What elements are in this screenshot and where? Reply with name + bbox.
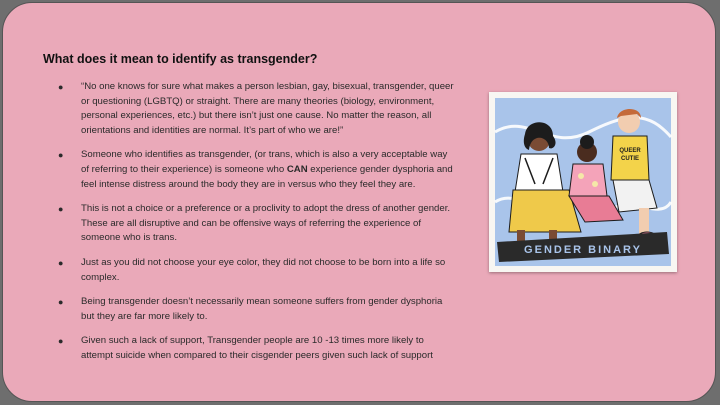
bullet-item <box>55 80 455 138</box>
bullet-list <box>55 80 455 374</box>
bullet-text: “No one knows for sure what makes a person lesbian, gay, bisexual, transgender, queer or questioning (LGBTQ) or straight. There are many theories (biology, environment, personal experiences, etc.) but there isn’t just one cause. No matter the reason, all orientations and identities are normal. It’s part of who we are!” <box>81 81 454 136</box>
bullet-dot-icon: ● <box>58 82 64 92</box>
bullet-item <box>55 202 455 246</box>
bullet-dot-icon: ● <box>58 204 64 215</box>
bullet-dot-icon: ● <box>58 297 64 308</box>
bullet-text: experience gender dysphoria and feel intense distress around the body they are in versus who they feel they are. <box>81 163 453 190</box>
banner-text: GENDER BINARY <box>524 244 642 256</box>
bullet-text: Being transgender doesn’t necessarily mean someone suffers from gender dysphoria but they are far more likely to. <box>81 296 443 322</box>
bullet-text: This is not a choice or a preference or a proclivity to adopt the dress of another gender. These are all disruptive and can be offensive ways of referring the experience of someone who is trans. <box>81 203 451 244</box>
bullet-dot-icon: ● <box>58 257 64 268</box>
bullet-item <box>55 148 455 192</box>
bullet-text: Just as you did not choose your eye color, they did not choose to be born into a life so complex. <box>81 256 446 283</box>
bullet-dot-icon: ● <box>58 336 64 347</box>
bullet-text: Given such a lack of support, Transgender people are 10 -13 times more likely to attempt suicide when compared to their cisgender peers given such lack of support <box>81 335 433 361</box>
bullet-item <box>55 256 455 285</box>
bullet-dot-icon: ● <box>58 150 64 161</box>
bullet-emphasis: CAN <box>286 163 308 175</box>
bullet-text: Someone who identifies as transgender, (or trans, which is also a very acceptable way of referring to their experience) is someone who <box>81 149 448 175</box>
bullet-item <box>55 334 455 363</box>
slide-title: What does it mean to identify as transgender? <box>43 52 318 66</box>
shirt-text: CUTIE <box>621 156 639 162</box>
shirt-text: QUEER <box>619 148 641 154</box>
gender-binary-illustration <box>489 92 677 272</box>
slide <box>2 2 716 402</box>
illustration-svg <box>489 92 677 272</box>
bullet-item <box>55 295 455 324</box>
